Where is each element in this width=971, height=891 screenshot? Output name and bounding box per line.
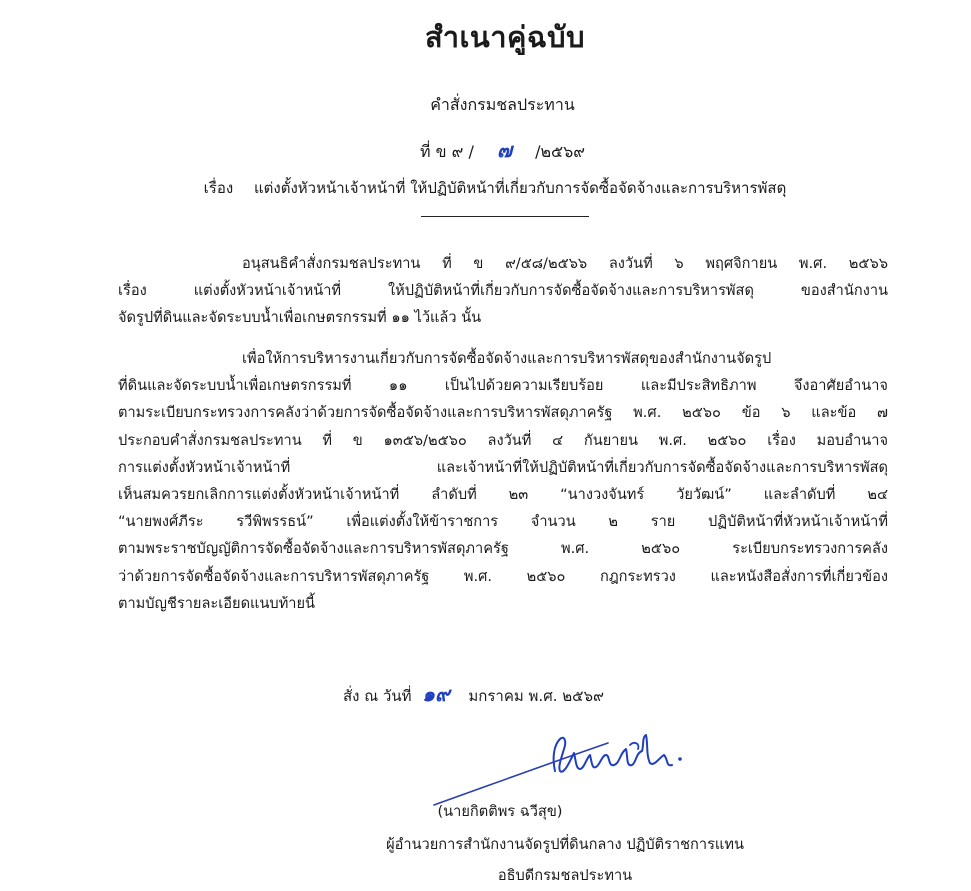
signer-position: ผู้อำนวยการสำนักงานจัดรูปที่ดินกลาง ปฏิบัติราชการแทน — [386, 836, 744, 853]
paragraph-line: ประกอบคำสั่งกรมชลประทาน ที่ ข ๑๓๕๖/๒๕๖๐ ลงวันที่ ๔ กันยายน พ.ศ. ๒๕๖๐ เรื่อง มอบอำนาจ — [118, 431, 888, 449]
order-title: คำสั่งกรมชลประทาน — [430, 95, 575, 114]
paragraph-line: ตามบัญชีรายละเอียดแนบท้ายนี้ — [118, 594, 316, 612]
issued-prefix: สั่ง ณ วันที่ — [343, 687, 412, 705]
issued-day-handwritten: ๑๙ — [422, 682, 450, 706]
paragraph-line: ตามระเบียบกระทรวงการคลังว่าด้วยการจัดซื้อจัดจ้างและการบริหารพัสดุภาครัฐ พ.ศ. ๒๕๖๐ ข้อ ๖ และข้อ ๗ — [118, 404, 888, 422]
signer-name: (นายกิตติพร ฉวีสุข) — [437, 803, 563, 820]
order-number-handwritten: ๗ — [496, 138, 512, 162]
handwritten-signature — [430, 725, 700, 810]
order-number-suffix: /๒๕๖๙ — [535, 142, 585, 161]
paragraph-line: การแต่งตั้งหัวหน้าเจ้าหน้าที่ และเจ้าหน้าที่ให้ปฏิบัติหน้าที่เกี่ยวกับการจัดซื้อจัดจ้างและการบริหารพัสดุ — [118, 458, 888, 476]
issued-date — [343, 678, 604, 710]
paragraph-line: ว่าด้วยการจัดซื้อจัดจ้างและการบริหารพัสดุภาครัฐ พ.ศ. ๒๕๖๐ กฎกระทรวง และหนังสือสั่งการที่เกี่ยวข้อง — [118, 567, 888, 585]
paragraph-line: “นายพงศ์ภีระ รวีพิพรรธน์” เพื่อแต่งตั้งให้ข้าราชการ จำนวน ๒ ราย ปฏิบัติหน้าที่หัวหน้าเจ้าหน้าที่ — [118, 513, 888, 531]
subject-line — [0, 176, 971, 200]
paragraph-line: ที่ดินและจัดระบบน้ำเพื่อเกษตรกรรมที่ ๑๑ เป็นไปด้วยความเรียบร้อย และมีประสิทธิภาพ จึงอาศัยอำนาจ — [118, 377, 888, 395]
issued-month-year: มกราคม พ.ศ. ๒๕๖๙ — [468, 687, 605, 705]
order-number — [0, 134, 971, 166]
paragraph-line: เรื่อง แต่งตั้งหัวหน้าเจ้าหน้าที่ ให้ปฏิบัติหน้าที่เกี่ยวกับการจัดซื้อจัดจ้างและการบริหารพัสดุ ของสำนักงาน — [118, 282, 888, 300]
header-divider — [421, 216, 589, 217]
paragraph-line: อนุสนธิคำสั่งกรมชลประทาน ที่ ข ๙/๕๘/๒๕๖๖ ลงวันที่ ๖ พฤศจิกายน พ.ศ. ๒๕๖๖ — [242, 255, 888, 272]
paragraph-line: เพื่อให้การบริหารงานเกี่ยวกับการจัดซื้อจัดจ้างและการบริหารพัสดุของสำนักงานจัดรูป — [242, 350, 772, 367]
paragraph-reference — [118, 250, 888, 332]
copy-stamp-title: สำเนาคู่ฉบับ — [425, 20, 585, 54]
paragraph-order — [118, 345, 888, 617]
paragraph-line: เห็นสมควรยกเลิกการแต่งตั้งหัวหน้าเจ้าหน้าที่ ลำดับที่ ๒๓ “นางวงจันทร์ วัยวัฒน์” และลำดับที่ ๒๔ — [118, 486, 888, 504]
subject-text: แต่งตั้งหัวหน้าเจ้าหน้าที่ ให้ปฏิบัติหน้าที่เกี่ยวกับการจัดซื้อจัดจ้างและการบริหารพัสดุ — [253, 179, 787, 197]
order-number-prefix: ที่ ข ๙ / — [419, 142, 474, 161]
paragraph-line: จัดรูปที่ดินและจัดระบบน้ำเพื่อเกษตรกรรมที่ ๑๑ ไว้แล้ว นั้น — [118, 309, 482, 327]
subject-label: เรื่อง — [203, 179, 234, 197]
signer-position-authority: อธิบดีกรมชลประทาน — [497, 867, 633, 884]
paragraph-line: ตามพระราชบัญญัติการจัดซื้อจัดจ้างและการบริหารพัสดุภาครัฐ พ.ศ. ๒๕๖๐ ระเบียบกระทรวงการคลัง — [118, 540, 888, 558]
